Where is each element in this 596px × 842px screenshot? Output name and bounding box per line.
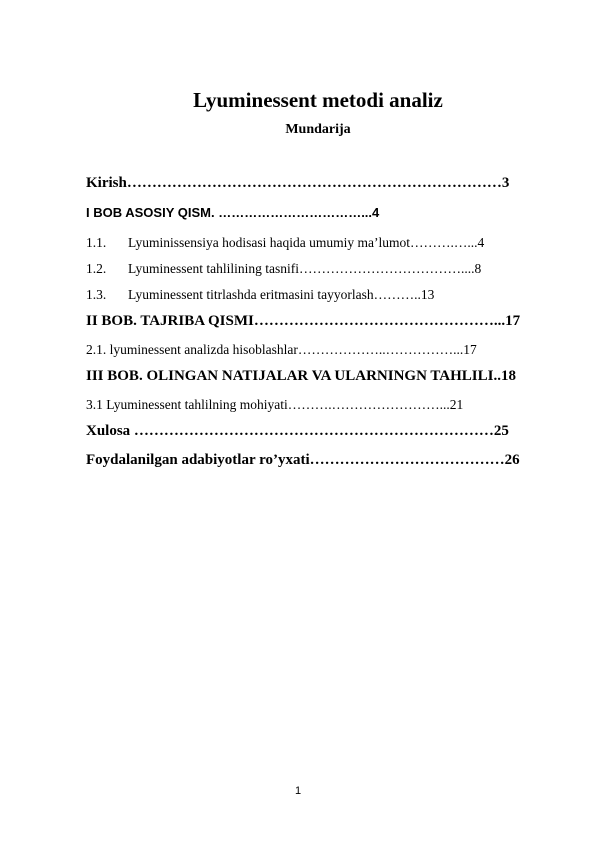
page-number: 1 <box>294 785 302 797</box>
toc-entry-2-1: 2.1. lyuminessent analizda hisoblashlar………………..……………...17 <box>86 342 477 357</box>
toc-entry-number: 1.1. <box>86 235 107 250</box>
toc-entry-bob3: III BOB. OLINGAN NATIJALAR VA ULARNINGN TAHLILI..18 <box>86 368 516 384</box>
toc-heading: Mundarija <box>285 122 351 137</box>
toc-entry-1-2 <box>86 261 481 277</box>
toc-entry-1-1 <box>86 235 484 251</box>
toc-entry-bob2: II BOB. TAJRIBA QISMI…………………………………………...17 <box>86 313 521 329</box>
document-title: Lyuminessent metodi analiz <box>193 88 443 112</box>
toc-entry-text: Lyuminessent titrlashda eritmasini tayyorlash………..13 <box>128 287 435 302</box>
toc-entry-1-3 <box>86 287 434 303</box>
toc-entry-text: Lyuminessent tahlilining tasnifi………………………………....8 <box>128 261 482 276</box>
toc-entry-3-1: 3.1 Lyuminessent tahlilning mohiyati……….……………………...21 <box>86 397 464 412</box>
toc-entry-bob1: I BOB ASOSIY QISM. ……………………………...4 <box>86 205 380 220</box>
toc-entry-adabiyotlar: Foydalanilgan adabiyotlar ro’yxati…………………………………26 <box>86 452 520 468</box>
toc-entry-xulosa: Xulosa ………………………………………………………………25 <box>86 423 509 439</box>
toc-entry-text: Lyuminissensiya hodisasi haqida umumiy ma’lumot……….…...4 <box>128 235 485 250</box>
toc-entry-number: 1.3. <box>86 287 107 302</box>
toc-entry-number: 1.2. <box>86 261 107 276</box>
toc-entry-kirish: Kirish…………………………………………………………………3 <box>86 175 510 191</box>
